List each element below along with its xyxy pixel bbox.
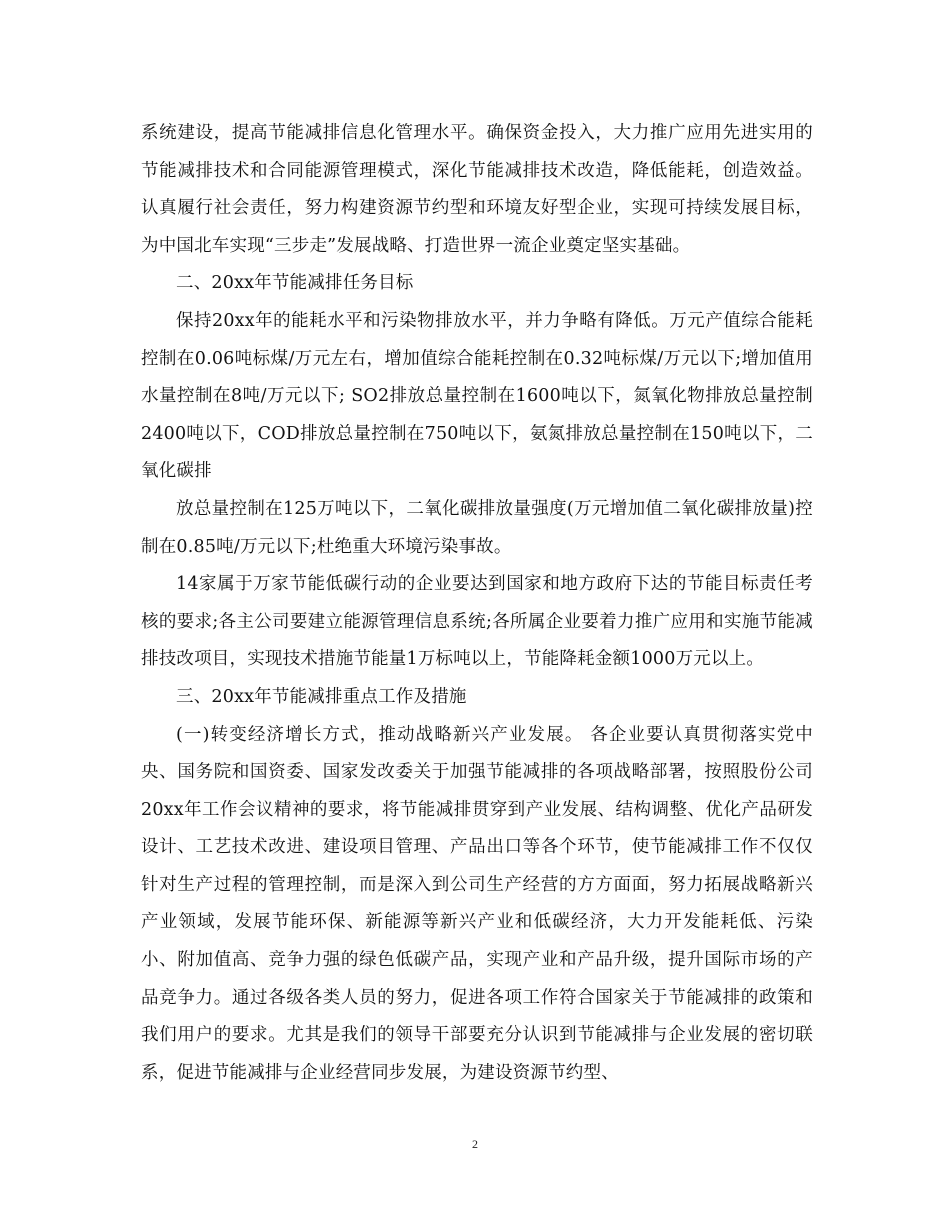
- section-heading-three: 三、20xx年节能减排重点工作及措施: [176, 686, 467, 707]
- paragraph-measure-one: (一)转变经济增长方式，推动战略新兴产业发展。 各企业要认真贯彻落实党中央、国务院和国资委、国家发改委关于加强节能减排的各项战略部署，按照股份公司20xx年工作会议精神的要求，将节能减排贯穿到产业发展、结构调整、优化产品研发设计、工艺技术改进、建设项目管理、产品出口等各个环节，使节能减排工作不仅仅针对生产过程的管理控制，而是深入到公司生产经营的方方面面，努力拓展战略新兴产业领域，发展节能环保、新能源等新兴产业和低碳经济，大力开发能耗低、污染小、附加值高、竞争力强的绿色低碳产品，实现产业和产品升级，提升国际市场的产品竞争力。通过各级各类人员的努力，促进各项工作符合国家关于节能减排的政策和我们用户的要求。尤其是我们的领导干部要充分认识到节能减排与企业发展的密切联系，促进节能减排与企业经营同步发展，为建设资源节约型、: [141, 724, 813, 1083]
- paragraph-targets-continued: 放总量控制在125万吨以下，二氧化碳排放量强度(万元增加值二氧化碳排放量)控制在0.85吨/万元以下;杜绝重大环境污染事故。: [141, 498, 813, 557]
- section-heading-two: 二、20xx年节能减排任务目标: [176, 273, 414, 294]
- document-body: [141, 115, 813, 1092]
- paragraph-targets: 保持20xx年的能耗水平和污染物排放水平，并力争略有降低。万元产值综合能耗控制在0.06吨标煤/万元左右，增加值综合能耗控制在0.32吨标煤/万元以下;增加值用水量控制在8吨/万元以下; SO2排放总量控制在1600吨以下，氮氧化物排放总量控制2400吨以下，COD排放总量控制在750吨以下，氨氮排放总量控制在150吨以下，二氧化碳排: [141, 310, 813, 482]
- paragraph-enterprise-requirements: 14家属于万家节能低碳行动的企业要达到国家和地方政府下达的节能目标责任考核的要求;各主公司要建立能源管理信息系统;各所属企业要着力推广应用和实施节能减排技改项目，实现技术措施节能量1万标吨以上，节能降耗金额1000万元以上。: [141, 574, 813, 670]
- paragraph-continuation: 系统建设，提高节能减排信息化管理水平。确保资金投入，大力推广应用先进实用的节能减排技术和合同能源管理模式，深化节能减排技术改造，降低能耗，创造效益。认真履行社会责任，努力构建资源节约型和环境友好型企业，实现可持续发展目标，为中国北车实现“三步走”发展战略、打造世界一流企业奠定坚实基础。: [141, 123, 813, 256]
- page-number: 2: [472, 1137, 478, 1151]
